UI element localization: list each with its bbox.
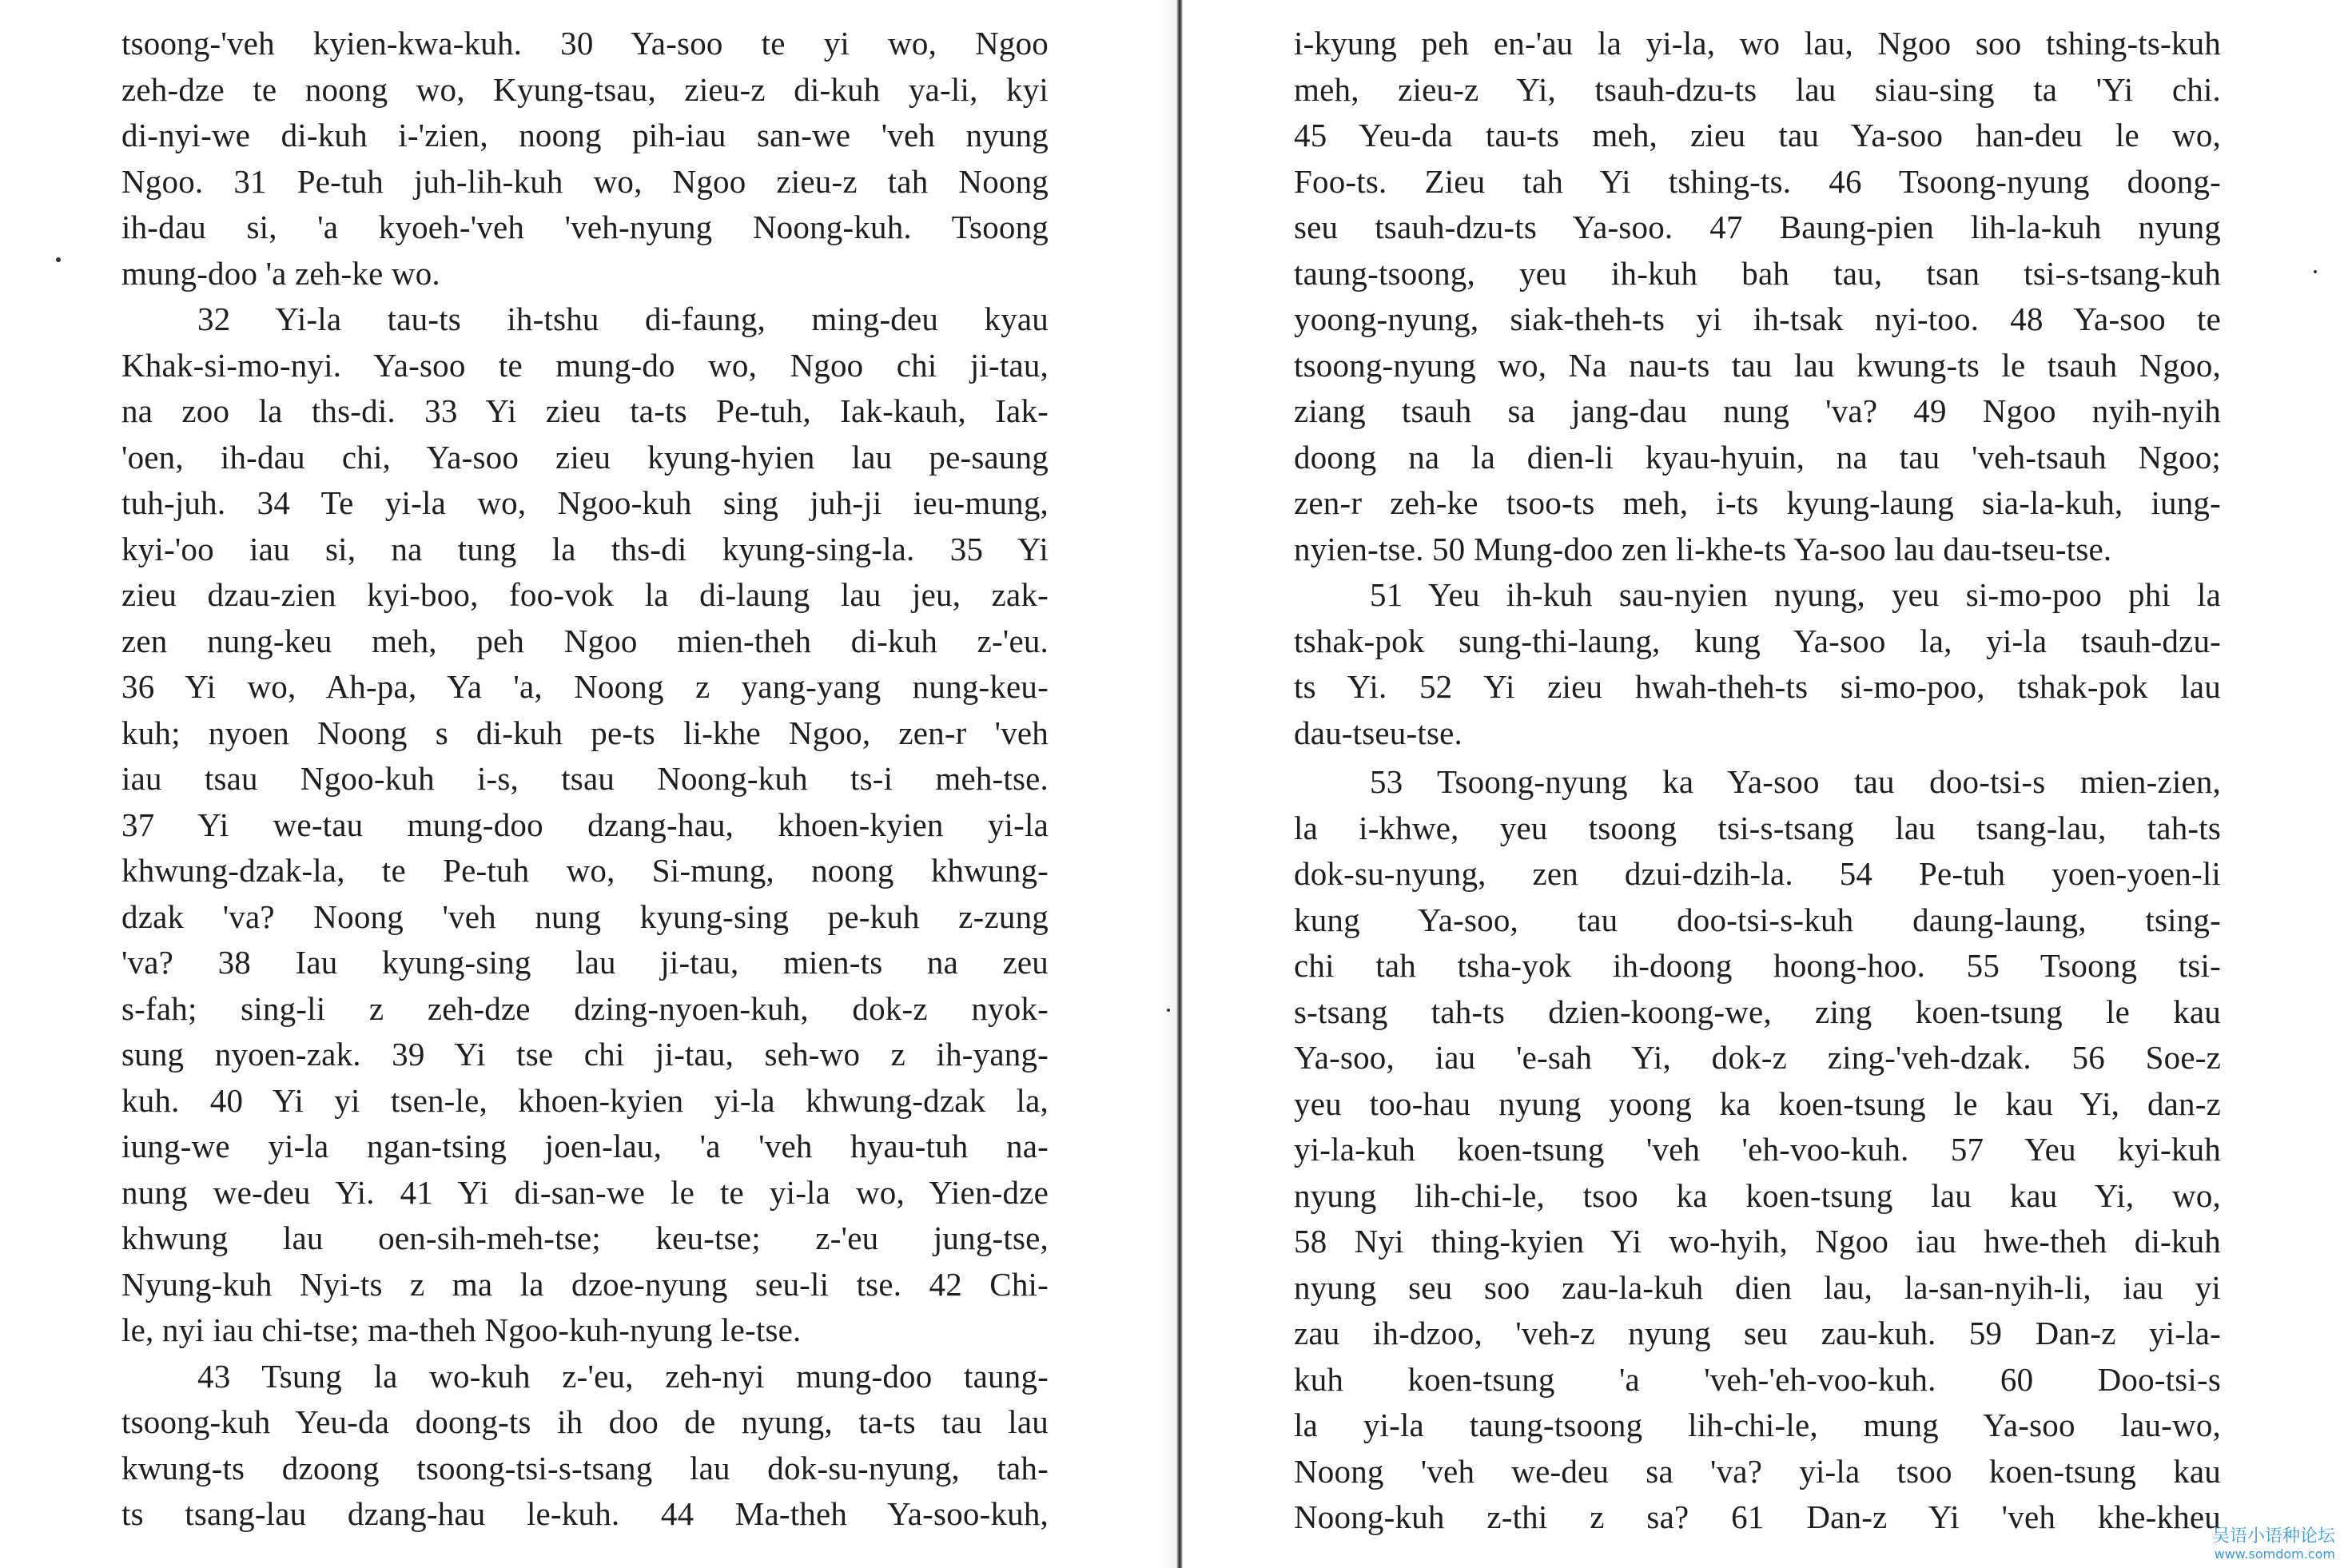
text-line: Khak-si-mo-nyi. Ya-soo te mung-do wo, Ngoo chi ji-tau,	[121, 346, 1049, 384]
text-line: khwung lau oen-sih-meh-tse; keu-tse; z-'eu jung-tse,	[121, 1220, 1049, 1256]
text-line: kuh. 40 Yi yi tsen-le, khoen-kyien yi-la khwung-dzak la,	[121, 1081, 1049, 1119]
text-line: zen-r zeh-ke tsoo-ts meh, i-ts kyung-laung sia-la-kuh, iung-	[1294, 484, 2221, 521]
text-line: na zoo la ths-di. 33 Yi zieu ta-ts Pe-tuh, Iak-kauh, Iak-	[121, 392, 1049, 429]
text-line: yi-la-kuh koen-tsung 'veh 'eh-voo-kuh. 57 Yeu kyi-kuh	[1294, 1131, 2221, 1168]
left-page	[0, 0, 1167, 1568]
text-line: Ya-soo, iau 'e-sah Yi, dok-z zing-'veh-dzak. 56 Soe-z	[1294, 1039, 2221, 1076]
text-line: ts tsang-lau dzang-hau le-kuh. 44 Ma-theh Ya-soo-kuh,	[121, 1495, 1049, 1532]
text-line: 'va? 38 Iau kyung-sing lau ji-tau, mien-ts na zeu	[121, 944, 1049, 981]
page-speck	[1167, 1009, 1170, 1012]
text-line: iung-we yi-la ngan-tsing joen-lau, 'a 'veh hyau-tuh na-	[121, 1128, 1049, 1164]
text-line: 51 Yeu ih-kuh sau-nyien nyung, yeu si-mo-poo phi la	[1370, 576, 2221, 613]
watermark-title: 吴语小语种论坛	[2211, 1526, 2335, 1546]
text-line: tshak-pok sung-thi-laung, kung Ya-soo la, yi-la tsauh-dzu-	[1294, 622, 2221, 659]
text-line: 58 Nyi thing-kyien Yi wo-hyih, Ngoo iau hwe-theh di-kuh	[1294, 1223, 2221, 1260]
text-line: le, nyi iau chi-tse; ma-theh Ngoo-kuh-nyung le-tse.	[121, 1311, 802, 1348]
forum-watermark	[2212, 1526, 2335, 1562]
text-line: taung-tsoong, yeu ih-kuh bah tau, tsan tsi-s-tsang-kuh	[1294, 254, 2221, 292]
text-line: iau tsau Ngoo-kuh i-s, tsau Noong-kuh ts-i meh-tse.	[121, 760, 1049, 797]
page-speck	[2314, 270, 2317, 273]
right-page	[1181, 0, 2348, 1568]
text-line: mung-doo 'a zeh-ke wo.	[121, 254, 440, 292]
text-line: ziang tsauh sa jang-dau nung 'va? 49 Ngoo nyih-nyih	[1294, 392, 2221, 429]
text-line: sung nyoen-zak. 39 Yi tse chi ji-tau, seh-wo z ih-yang-	[121, 1036, 1049, 1073]
text-line: 45 Yeu-da tau-ts meh, zieu tau Ya-soo han-deu le wo,	[1294, 117, 2221, 153]
text-line: s-fah; sing-li z zeh-dze dzing-nyoen-kuh, dok-z nyok-	[121, 989, 1049, 1027]
watermark-url: www.somdom.com	[2214, 1546, 2335, 1562]
text-line: yeu too-hau nyung yoong ka koen-tsung le kau Yi, dan-z	[1294, 1084, 2221, 1122]
text-line: zen nung-keu meh, peh Ngoo mien-theh di-kuh z-'eu.	[121, 622, 1049, 659]
text-line: 32 Yi-la tau-ts ih-tshu di-faung, ming-deu kyau	[197, 300, 1049, 337]
right-page-text	[1294, 21, 2221, 1541]
text-line: Nyung-kuh Nyi-ts z ma la dzoe-nyung seu-li tse. 42 Chi-	[121, 1265, 1049, 1303]
text-line: nung we-deu Yi. 41 Yi di-san-we le te yi-la wo, Yien-dze	[121, 1173, 1049, 1211]
text-line: tsoong-'veh kyien-kwa-kuh. 30 Ya-soo te yi wo, Ngoo	[121, 25, 1049, 62]
text-line: nyung lih-chi-le, tsoo ka koen-tsung lau kau Yi, wo,	[1294, 1176, 2221, 1214]
text-line: nyien-tse. 50 Mung-doo zen li-khe-ts Ya-soo lau dau-tseu-tse.	[1294, 530, 2112, 567]
text-line: tuh-juh. 34 Te yi-la wo, Ngoo-kuh sing juh-ji ieu-mung,	[121, 484, 1049, 521]
text-line: la i-khwe, yeu tsoong tsi-s-tsang lau tsang-lau, tah-ts	[1294, 809, 2221, 846]
text-line: zieu dzau-zien kyi-boo, foo-vok la di-laung lau jeu, zak-	[121, 576, 1049, 613]
text-line: ts Yi. 52 Yi zieu hwah-theh-ts si-mo-poo, tshak-pok lau	[1294, 668, 2221, 705]
text-line: ih-dau si, 'a kyoeh-'veh 'veh-nyung Noong-kuh. Tsoong	[121, 209, 1049, 245]
text-line: 36 Yi wo, Ah-pa, Ya 'a, Noong z yang-yang nung-keu-	[121, 668, 1049, 705]
page-speck	[56, 257, 61, 262]
text-line: meh, zieu-z Yi, tsauh-dzu-ts lau siau-sing ta 'Yi chi.	[1294, 70, 2221, 108]
text-line: yoong-nyung, siak-theh-ts yi ih-tsak nyi-too. 48 Ya-soo te	[1294, 300, 2221, 337]
text-line: Ngoo. 31 Pe-tuh juh-lih-kuh wo, Ngoo zieu-z tah Noong	[121, 162, 1049, 200]
text-line: chi tah tsha-yok ih-doong hoong-hoo. 55 Tsoong tsi-	[1294, 947, 2221, 984]
text-line: zau ih-dzoo, 'veh-z nyung seu zau-kuh. 59 Dan-z yi-la-	[1294, 1315, 2221, 1351]
text-line: 53 Tsoong-nyung ka Ya-soo tau doo-tsi-s mien-zien,	[1370, 763, 2221, 800]
text-line: kuh; nyoen Noong s di-kuh pe-ts li-khe Ngoo, zen-r 'veh	[121, 714, 1049, 751]
text-line: tsoong-kuh Yeu-da doong-ts ih doo de nyung, ta-ts tau lau	[121, 1403, 1049, 1440]
text-line: kuh koen-tsung 'a 'veh-'eh-voo-kuh. 60 Doo-tsi-s	[1294, 1360, 2221, 1398]
text-line: tsoong-nyung wo, Na nau-ts tau lau kwung-ts le tsauh Ngoo,	[1294, 346, 2221, 384]
text-line: dzak 'va? Noong 'veh nung kyung-sing pe-kuh z-zung	[121, 897, 1049, 935]
left-page-text	[121, 21, 1049, 1538]
text-line: s-tsang tah-ts dzien-koong-we, zing koen-tsung le kau	[1294, 993, 2221, 1030]
text-line: zeh-dze te noong wo, Kyung-tsau, zieu-z di-kuh ya-li, kyi	[121, 70, 1049, 108]
text-line: doong na la dien-li kyau-hyuin, na tau 'veh-tsauh Ngoo;	[1294, 438, 2221, 476]
text-line: kung Ya-soo, tau doo-tsi-s-kuh daung-laung, tsing-	[1294, 901, 2221, 938]
text-line: 'oen, ih-dau chi, Ya-soo zieu kyung-hyien lau pe-saung	[121, 438, 1049, 476]
text-line: Noong-kuh z-thi z sa? 61 Dan-z Yi 'veh khe-kheu	[1294, 1498, 2221, 1535]
text-line: seu tsauh-dzu-ts Ya-soo. 47 Baung-pien lih-la-kuh nyung	[1294, 209, 2221, 245]
text-line: kyi-'oo iau si, na tung la ths-di kyung-sing-la. 35 Yi	[121, 530, 1049, 567]
text-line: dau-tseu-tse.	[1294, 714, 1463, 751]
text-line: kwung-ts dzoong tsoong-tsi-s-tsang lau dok-su-nyung, tah-	[121, 1449, 1049, 1486]
text-line: i-kyung peh en-'au la yi-la, wo lau, Ngoo soo tshing-ts-kuh	[1294, 25, 2221, 62]
text-line: nyung seu soo zau-la-kuh dien lau, la-san-nyih-li, iau yi	[1294, 1268, 2221, 1306]
text-line: khwung-dzak-la, te Pe-tuh wo, Si-mung, noong khwung-	[121, 852, 1049, 889]
text-line: Noong 'veh we-deu sa 'va? yi-la tsoo koen-tsung kau	[1294, 1452, 2221, 1490]
text-line: 37 Yi we-tau mung-doo dzang-hau, khoen-kyien yi-la	[121, 806, 1049, 843]
text-line: Foo-ts. Zieu tah Yi tshing-ts. 46 Tsoong-nyung doong-	[1294, 162, 2221, 200]
text-line: dok-su-nyung, zen dzui-dzih-la. 54 Pe-tuh yoen-yoen-li	[1294, 855, 2221, 892]
text-line: 43 Tsung la wo-kuh z-'eu, zeh-nyi mung-doo taung-	[197, 1357, 1049, 1395]
text-line: di-nyi-we di-kuh i-'zien, noong pih-iau san-we 'veh nyung	[121, 117, 1049, 153]
text-line: la yi-la taung-tsoong lih-chi-le, mung Ya-soo lau-wo,	[1294, 1407, 2221, 1443]
